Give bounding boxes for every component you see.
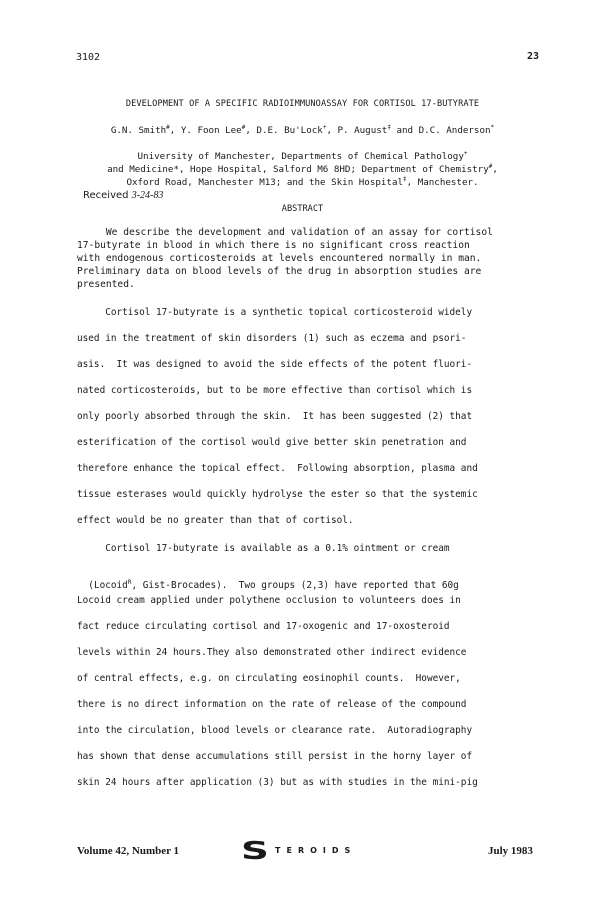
author-name: D.E. Bu'Lock — [256, 125, 323, 136]
abstract-line: 17-butyrate in blood in which there is no significant cross reaction — [77, 240, 470, 251]
author-name: Y. Foon Lee — [180, 125, 242, 136]
trademark-mark: R — [127, 578, 132, 586]
body-line: into the circulation, blood levels or clearance rate. Autoradiography — [77, 725, 473, 736]
body-line: there is no direct information on the rate of release of the compound — [77, 699, 467, 710]
body-line: fact reduce circulating cortisol and 17-oxogenic and 17-oxosteroid — [77, 621, 450, 632]
journal-logo-text: TEROIDS — [275, 846, 357, 855]
author-name: P. August — [337, 125, 388, 136]
footer-volume: Volume 42, Number 1 — [77, 845, 180, 857]
body-line: nated corticosteroids, but to be more effective than cortisol which is — [77, 385, 473, 396]
author-sep: , — [245, 125, 257, 136]
author-mark: + — [322, 123, 327, 131]
affiliation-mark: ‡ — [403, 175, 407, 183]
affiliation-line-1 — [0, 151, 605, 162]
affiliation-text: University of Manchester, Departments of Chemical Pathology — [137, 151, 464, 162]
affiliation-text: , — [492, 164, 498, 175]
abstract-heading: ABSTRACT — [281, 204, 324, 214]
received-date-value: 3-24-83 — [131, 190, 164, 201]
author-name: D.C. Anderson — [418, 125, 491, 136]
body-line: used in the treatment of skin disorders (1) such as eczema and psori- — [77, 333, 467, 344]
abstract-line: We describe the development and validation of an assay for cortisol — [77, 227, 493, 238]
page-number: 23 — [527, 51, 540, 62]
body-line: Cortisol 17-butyrate is a synthetic topical corticosteroid widely — [77, 307, 473, 318]
author-mark: * — [490, 123, 495, 131]
abstract-line: presented. — [77, 279, 135, 290]
affiliation-text: and Medicine*, Hope Hospital, Salford M6 8HD; Department of Chemistry — [107, 164, 489, 175]
body-line: has shown that dense accumulations still persist in the horny layer of — [77, 751, 473, 762]
author-mark: # — [241, 123, 246, 131]
body-line: esterification of the cortisol would give better skin penetration and — [77, 437, 467, 448]
author-sep: and — [390, 125, 419, 136]
affiliation-mark: + — [463, 149, 468, 157]
journal-logo — [241, 836, 357, 865]
affiliation-line-3 — [0, 177, 605, 188]
body-line: levels within 24 hours.They also demonstrated other indirect evidence — [77, 647, 467, 658]
abstract-line: Preliminary data on blood levels of the drug in absorption studies are — [77, 266, 482, 277]
author-list — [0, 125, 605, 136]
affiliation-mark: # — [488, 162, 493, 170]
body-line: effect would be no greater than that of cortisol. — [77, 515, 354, 526]
footer-date: July 1983 — [488, 845, 533, 857]
author-mark: # — [166, 123, 170, 131]
body-line: skin 24 hours after application (3) but as with studies in the mini-pig — [77, 777, 478, 788]
author-name: G.N. Smith — [110, 125, 167, 136]
received-date — [83, 190, 163, 201]
body-line: only poorly absorbed through the skin. It has been suggested (2) that — [77, 411, 473, 422]
body-line: Cortisol 17-butyrate is available as a 0.1% ointment or cream — [77, 543, 450, 554]
body-text: , Gist-Brocades). Two groups (2,3) have reported that 60g — [131, 580, 459, 591]
abstract-line: with endogenous corticosteroids at levels encountered normally in man. — [77, 253, 482, 264]
author-sep: , — [169, 125, 181, 136]
body-line: therefore enhance the topical effect. Following absorption, plasma and — [77, 463, 478, 474]
affiliation-line-2 — [0, 164, 605, 175]
affiliation-text: , Manchester. — [406, 177, 479, 188]
affiliation-text: Oxford Road, Manchester M13; and the Skin Hospital — [126, 177, 404, 188]
received-label: Received — [83, 190, 129, 201]
body-line: tissue esterases would quickly hydrolyse the ester so that the systemic — [77, 489, 478, 500]
body-line: of central effects, e.g. on circulating eosinophil counts. However, — [77, 673, 461, 684]
page-id: 3102 — [76, 52, 101, 63]
paper-title: DEVELOPMENT OF A SPECIFIC RADIOIMMUNOASSAY FOR CORTISOL 17-BUTYRATE — [125, 99, 480, 109]
author-mark: ‡ — [387, 123, 391, 131]
body-text: (Locoid — [88, 580, 128, 591]
author-sep: , — [326, 125, 338, 136]
body-line: asis. It was designed to avoid the side effects of the potent fluori- — [77, 359, 473, 370]
journal-logo-initial: S — [241, 836, 269, 865]
body-line — [77, 569, 459, 591]
body-line: Locoid cream applied under polythene occlusion to volunteers does in — [77, 595, 461, 606]
